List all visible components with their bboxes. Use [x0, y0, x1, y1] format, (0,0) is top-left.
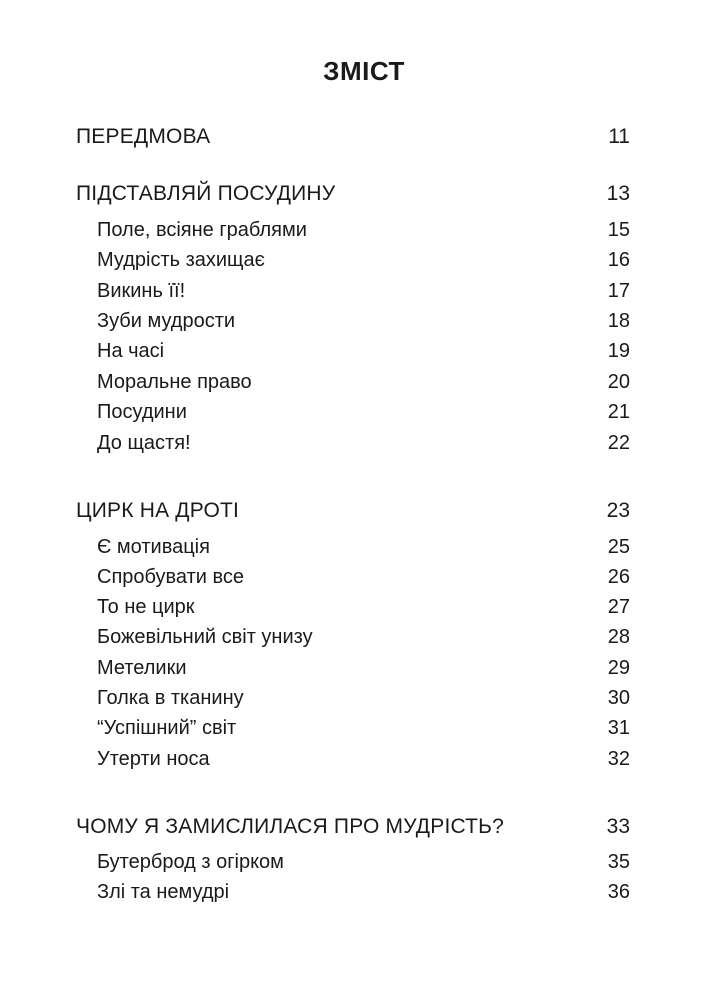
page-title: ЗМІСТ	[323, 56, 405, 86]
toc-entry-title: Викинь її!	[97, 280, 186, 302]
toc-page-number: 27	[607, 596, 630, 618]
toc-section-title: ПІДСТАВЛЯЙ ПОСУДИНУ	[76, 182, 336, 205]
toc-entry-row[interactable]	[0, 276, 728, 306]
toc-entry-row[interactable]	[0, 245, 728, 275]
toc-entry-title: Моральне право	[97, 371, 252, 393]
toc-entry-title: То не цирк	[97, 596, 195, 618]
toc-page-number: 28	[607, 626, 630, 648]
toc-section-row[interactable]	[0, 179, 728, 209]
toc-entry-row[interactable]	[0, 306, 728, 336]
toc-entry-row[interactable]	[0, 622, 728, 652]
toc-page-number: 20	[607, 371, 630, 393]
toc-entry-row[interactable]	[0, 215, 728, 245]
toc-entry-row[interactable]	[0, 877, 728, 907]
toc-page-number: 26	[607, 566, 630, 588]
toc-page-number: 29	[607, 657, 630, 679]
toc-page-number: 35	[607, 851, 630, 873]
toc-page-number: 13	[606, 182, 630, 205]
toc-section-title: ЧОМУ Я ЗАМИСЛИЛАСЯ ПРО МУДРІСТЬ?	[76, 815, 505, 838]
toc-page-number: 11	[608, 125, 630, 148]
toc-section-title: ПЕРЕДМОВА	[76, 125, 211, 148]
toc-section-row[interactable]	[0, 122, 728, 152]
toc-entry-row[interactable]	[0, 847, 728, 877]
toc-page-number: 19	[607, 340, 630, 362]
toc-entry-title: Голка в тканину	[97, 687, 244, 709]
toc-section-row[interactable]	[0, 812, 728, 842]
toc-entry-title: “Успішний” світ	[97, 717, 237, 739]
toc-entry-title: Спробувати все	[97, 566, 245, 588]
toc-page-number: 25	[607, 536, 630, 558]
toc-entry-row[interactable]	[0, 592, 728, 622]
toc-entry-title: Мудрість захищає	[97, 249, 265, 271]
toc-entry-title: Божевільний світ унизу	[97, 626, 313, 648]
toc-section-row[interactable]	[0, 496, 728, 526]
toc-page-number: 23	[606, 499, 630, 522]
toc-page-number: 18	[607, 310, 630, 332]
toc-entry-row[interactable]	[0, 367, 728, 397]
toc-entry-row[interactable]	[0, 744, 728, 774]
toc-entry-title: До щастя!	[97, 432, 191, 454]
toc-entry-row[interactable]	[0, 713, 728, 743]
toc-page-number: 36	[607, 881, 630, 903]
toc-page-number: 31	[607, 717, 630, 739]
toc-entry-title: Є мотивація	[97, 536, 210, 558]
toc-page-number: 16	[607, 249, 630, 271]
toc-page-number: 22	[607, 432, 630, 454]
toc-page-number: 21	[607, 401, 630, 423]
toc-page-number: 32	[607, 748, 630, 770]
toc-page-number: 17	[607, 280, 630, 302]
toc-entry-title: Утерти носа	[97, 748, 210, 770]
toc-entry-row[interactable]	[0, 683, 728, 713]
toc-entry-row[interactable]	[0, 336, 728, 366]
toc-page-number: 33	[606, 815, 630, 838]
toc-section-title: ЦИРК НА ДРОТІ	[76, 499, 240, 522]
toc-page-number: 15	[607, 219, 630, 241]
toc-entry-row[interactable]	[0, 562, 728, 592]
toc-entry-row[interactable]	[0, 653, 728, 683]
toc-entry-row[interactable]	[0, 428, 728, 458]
toc-page-number: 30	[607, 687, 630, 709]
toc-entry-title: Бутерброд з огірком	[97, 851, 284, 873]
toc-entry-title: Посудини	[97, 401, 187, 423]
toc-entry-title: Зуби мудрости	[97, 310, 236, 332]
toc-entry-title: Поле, всіяне граблями	[97, 219, 307, 241]
toc-entry-title: На часі	[97, 340, 165, 362]
toc-entry-row[interactable]	[0, 532, 728, 562]
toc-entry-title: Метелики	[97, 657, 187, 679]
toc-entry-title: Злі та немудрі	[97, 881, 230, 903]
toc-entry-row[interactable]	[0, 397, 728, 427]
